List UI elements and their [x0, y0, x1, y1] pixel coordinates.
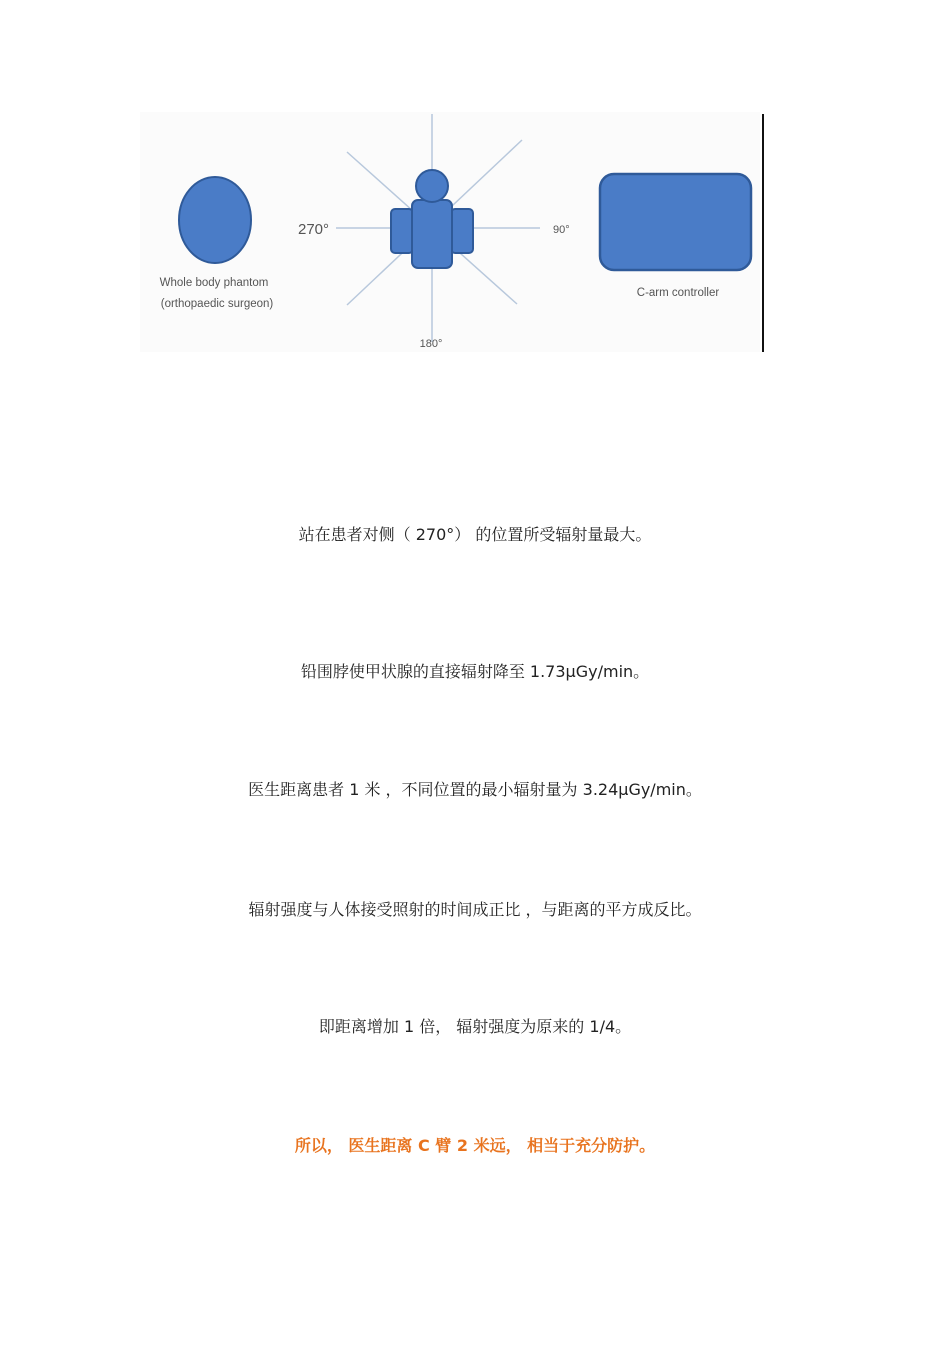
paragraph-double-distance: 即距离增加 1 倍， 辐射强度为原来的 1/4。	[318, 1017, 632, 1036]
paragraph-lead-collar-thyroid: 铅围脖使甲状腺的直接辐射降至 1.73μGy/min。	[300, 662, 650, 681]
paragraph-min-radiation-1m: 医生距离患者 1 米 ，不同位置的最小辐射量为 3.24μGy/min。	[248, 780, 702, 799]
conclusion-text: 所以， 医生距离 C 臂 2 米远， 相当于充分防护。	[294, 1136, 656, 1155]
surgeon-head	[416, 170, 448, 202]
paragraph-max-radiation-position: 站在患者对侧（ 270°） 的位置所受辐射量最大。	[298, 525, 652, 544]
angle-label-90: 90°	[553, 224, 570, 236]
phantom-label-line2: (orthopaedic surgeon)	[160, 298, 274, 310]
surgeon-body	[412, 200, 452, 268]
phantom-label-line1: Whole body phantom	[159, 277, 269, 289]
c-arm-controller-label: C-arm controller	[636, 287, 720, 299]
radiation-position-diagram	[140, 112, 770, 357]
paragraph-inverse-square-law: 辐射强度与人体接受照射的时间成正比 ，与距离的平方成反比。	[248, 900, 702, 919]
angle-label-270: 270°	[298, 221, 330, 238]
surgeon-right-arm	[451, 209, 473, 253]
angle-label-180: 180°	[419, 338, 443, 350]
c-arm-controller-box	[600, 174, 751, 270]
surgeon-left-arm	[391, 209, 413, 253]
phantom-oval	[179, 177, 251, 263]
